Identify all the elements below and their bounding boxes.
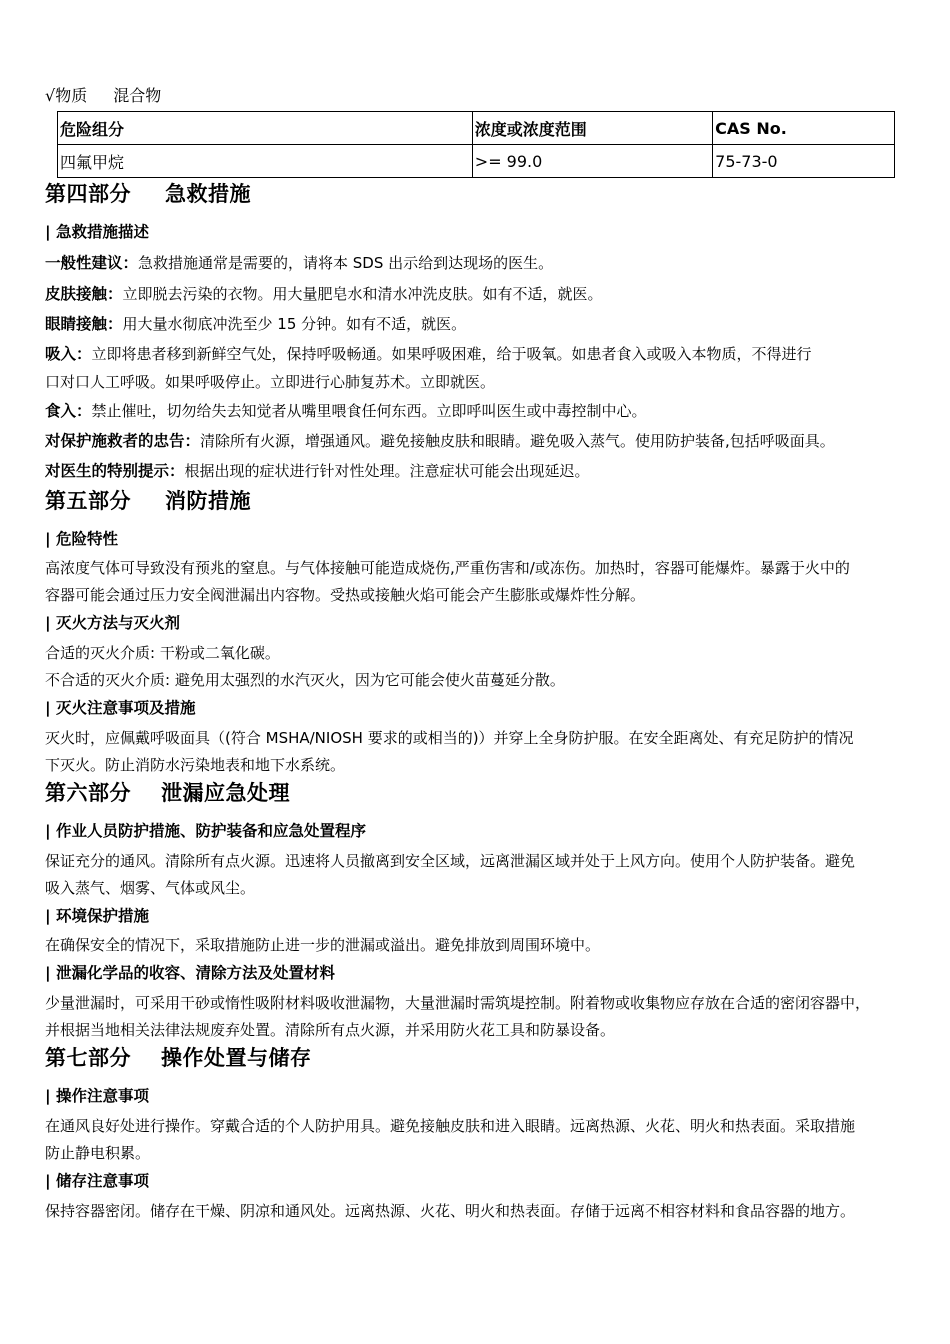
section7-heading: [45, 1042, 312, 1072]
cleanup-line-1: 少量泄漏时，可采用干砂或惰性吸附材料吸收泄漏物，大量泄漏时需筑堤控制。附着物或收集物应存放在合适的密闭容器中，: [45, 994, 871, 1012]
table-row: [58, 145, 895, 178]
section5-heading: [45, 485, 251, 515]
storage-line: 保持容器密闭。储存在干燥、阴凉和通风处。远离热源、火花、明火和热表面。存储于远离不相容材料和食品容器的地方。: [45, 1202, 856, 1220]
ingest-text: 禁止催吐，切勿给失去知觉者从嘴里喂食任何东西。立即呼叫医生或中毒控制中心。: [91, 402, 647, 420]
personal-line-2: 吸入蒸气、烟雾、气体或风尘。: [45, 879, 256, 897]
mixture-option: 混合物: [113, 86, 162, 105]
doctor-text: 根据出现的症状进行针对性处理。注意症状可能会出现延迟。: [184, 462, 590, 480]
inhalation-cont: 口对口人工呼吸。如果呼吸停止。立即进行心肺复苏术。立即就医。: [45, 373, 496, 391]
substance-type-line: [45, 83, 187, 106]
general-label: 一般性建议：: [45, 254, 139, 272]
eye-contact: [45, 312, 466, 334]
inhal-label: 吸入：: [45, 345, 92, 363]
header-component: 危险组分: [58, 112, 473, 145]
media-line-1: 合适的灭火介质: 干粉或二氧化碳。: [45, 644, 280, 662]
doctor-label: 对医生的特别提示：: [45, 462, 185, 480]
ingestion: [45, 399, 647, 421]
skin-label: 皮肤接触：: [45, 285, 123, 303]
section7-sub-handling: | 操作注意事项: [45, 1087, 150, 1105]
section5-sub-hazards: | 危险特性: [45, 530, 119, 548]
ingest-label: 食入：: [45, 402, 92, 420]
personal-line-1: 保证充分的通风。清除所有点火源。迅速将人员撤离到安全区域，远离泄漏区域并处于上风方向。使用个人防护装备。避免: [45, 852, 856, 870]
section5-title: 消防措施: [165, 489, 251, 513]
hazard-line-2: 容器可能会通过压力安全阀泄漏出内容物。受热或接触火焰可能会产生膨胀或爆炸性分解。: [45, 586, 646, 604]
section5-sub-advice: | 灭火注意事项及措施: [45, 699, 196, 717]
handling-line-2: 防止静电积累。: [45, 1144, 151, 1162]
section6-sub-personal: | 作业人员防护措施、防护装备和应急处置程序: [45, 822, 367, 840]
hazard-line-1: 高浓度气体可导致没有预兆的窒息。与气体接触可能造成烧伤,严重伤害和/或冻伤。加热时，容器可能爆炸。暴露于火中的: [45, 559, 850, 577]
table-header-row: [58, 112, 895, 145]
composition-table: [57, 111, 895, 178]
rescuer-label: 对保护施救者的忠告：: [45, 432, 201, 450]
rescuer-text: 清除所有火源，增强通风。避免接触皮肤和眼睛。避免吸入蒸气。使用防护装备,包括呼吸面具。: [200, 432, 835, 450]
section7-title: 操作处置与储存: [161, 1046, 312, 1070]
cell-concentration: >= 99.0: [472, 145, 712, 178]
environment-line: 在确保安全的情况下，采取措施防止进一步的泄漏或溢出。避免排放到周围环境中。: [45, 936, 601, 954]
general-advice: [45, 251, 553, 273]
section5-number: 第五部分: [45, 489, 131, 513]
substance-option: √物质: [45, 86, 88, 105]
section4-number: 第四部分: [45, 182, 131, 206]
media-line-2: 不合适的灭火介质: 避免用太强烈的水汽灭火，因为它可能会使火苗蔓延分散。: [45, 671, 565, 689]
inhal-text: 立即将患者移到新鲜空气处，保持呼吸畅通。如果呼吸困难，给于吸氧。如患者食入或吸入本物质，不得进行: [91, 345, 812, 363]
section4-title: 急救措施: [165, 182, 251, 206]
skin-text: 立即脱去污染的衣物。用大量肥皂水和清水冲洗皮肤。如有不适，就医。: [122, 285, 603, 303]
eye-text: 用大量水彻底冲洗至少 15 分钟。如有不适，就医。: [122, 315, 467, 333]
section5-sub-media: | 灭火方法与灭火剂: [45, 614, 181, 632]
section6-title: 泄漏应急处理: [161, 781, 290, 805]
cell-cas: 75-73-0: [713, 145, 895, 178]
section7-sub-storage: | 储存注意事项: [45, 1172, 150, 1190]
section4-sub-first-aid: | 急救措施描述: [45, 223, 150, 241]
inhalation: [45, 342, 812, 364]
general-text: 急救措施通常是需要的，请将本 SDS 出示给到达现场的医生。: [138, 254, 554, 272]
skin-contact: [45, 282, 603, 304]
section6-sub-cleanup: | 泄漏化学品的收容、清除方法及处置材料: [45, 964, 336, 982]
cell-component: 四氟甲烷: [58, 145, 473, 178]
advice-line-2: 下灭火。防止消防水污染地表和地下水系统。: [45, 756, 346, 774]
section7-number: 第七部分: [45, 1046, 131, 1070]
doctor-note: [45, 459, 590, 481]
advice-line-1: 灭火时，应佩戴呼吸面具（(符合 MSHA/NIOSH 要求的或相当的)）并穿上全身防护服。在安全距离处、有充足防护的情况: [45, 729, 854, 747]
eye-label: 眼睛接触：: [45, 315, 123, 333]
cleanup-line-2: 并根据当地相关法律法规废弃处置。清除所有点火源，并采用防火花工具和防暴设备。: [45, 1021, 616, 1039]
rescuer-advice: [45, 429, 835, 451]
section6-sub-environment: | 环境保护措施: [45, 907, 150, 925]
header-concentration: 浓度或浓度范围: [472, 112, 712, 145]
handling-line-1: 在通风良好处进行操作。穿戴合适的个人防护用具。避免接触皮肤和进入眼睛。远离热源、火花、明火和热表面。采取措施: [45, 1117, 856, 1135]
header-cas: CAS No.: [713, 112, 895, 145]
section6-heading: [45, 777, 290, 807]
section4-heading: [45, 178, 251, 208]
section6-number: 第六部分: [45, 781, 131, 805]
